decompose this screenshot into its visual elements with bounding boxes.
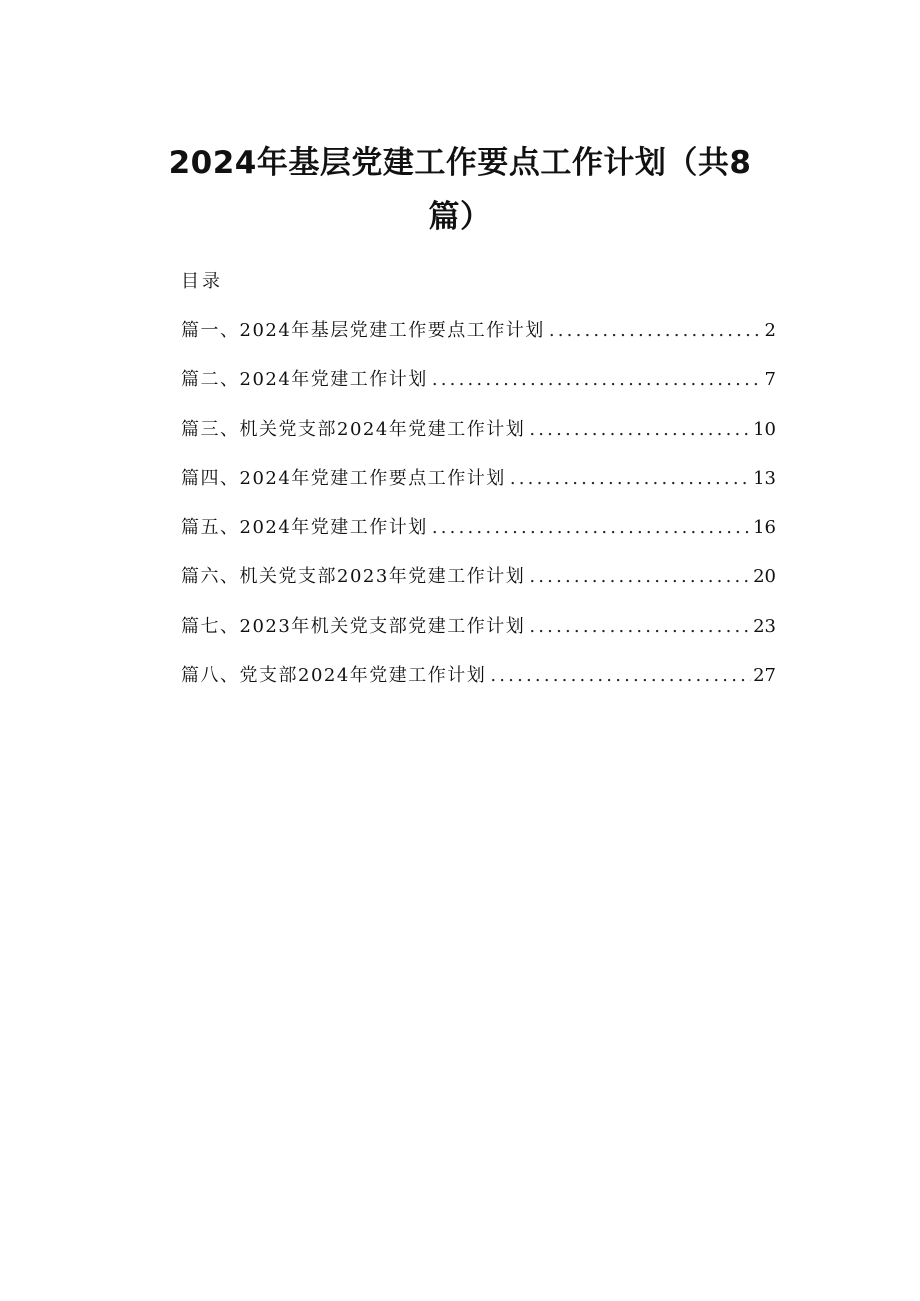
toc-entry-page: 16: [753, 517, 776, 539]
document-title: 2024年基层党建工作要点工作计划（共8篇）: [168, 145, 752, 235]
toc-entry[interactable]: [181, 564, 776, 613]
toc-entry[interactable]: [181, 367, 776, 416]
toc-leader-dots: [529, 564, 751, 590]
toc-leader-dots: [432, 515, 751, 541]
toc-entry[interactable]: [181, 466, 776, 515]
toc-entry-page: 7: [764, 369, 776, 391]
toc-entry-page: 10: [753, 418, 776, 440]
toc-entry-page: 27: [753, 665, 776, 687]
table-of-contents: [181, 318, 776, 712]
toc-leader-dots: [490, 663, 751, 689]
toc-entry-page: 23: [753, 615, 776, 637]
toc-entry-title: 篇五、2024年党建工作计划: [181, 517, 428, 539]
toc-entry-title: 篇二、2024年党建工作计划: [181, 369, 428, 391]
toc-leader-dots: [510, 466, 751, 492]
toc-entry-title: 篇三、机关党支部2024年党建工作计划: [181, 418, 526, 440]
toc-leader-dots: [529, 614, 751, 640]
toc-leader-dots: [529, 417, 751, 443]
toc-entry-title: 篇七、2023年机关党支部党建工作计划: [181, 615, 526, 637]
toc-entry[interactable]: [181, 515, 776, 564]
toc-entry-title: 篇四、2024年党建工作要点工作计划: [181, 467, 506, 489]
toc-entry[interactable]: [181, 614, 776, 663]
toc-heading: 目录: [181, 271, 223, 292]
toc-leader-dots: [432, 367, 763, 393]
toc-entry-page: 13: [753, 467, 776, 489]
toc-entry[interactable]: [181, 417, 776, 466]
toc-leader-dots: [549, 318, 763, 344]
toc-entry-page: 20: [753, 566, 776, 588]
toc-entry[interactable]: [181, 663, 776, 712]
toc-entry[interactable]: [181, 318, 776, 367]
toc-entry-title: 篇一、2024年基层党建工作要点工作计划: [181, 320, 545, 341]
toc-entry-page: 2: [764, 320, 776, 341]
toc-entry-title: 篇八、党支部2024年党建工作计划: [181, 665, 487, 687]
toc-entry-title: 篇六、机关党支部2023年党建工作计划: [181, 566, 526, 588]
